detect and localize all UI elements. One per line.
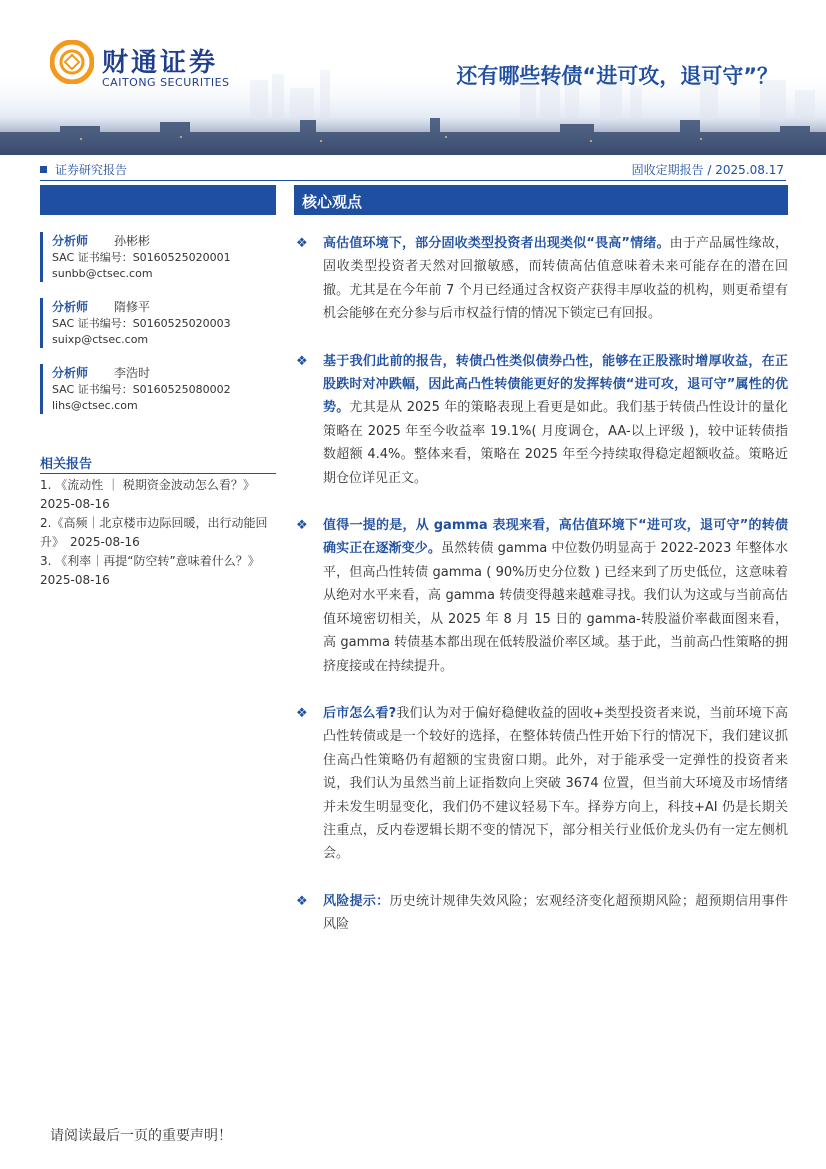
analyst-email[interactable]: lihs@ctsec.com (52, 399, 138, 412)
related-report-link[interactable]: 3. 《利率｜再提“防空转”意味着什么？》 (40, 554, 260, 568)
core-view-title: 核心观点 (302, 193, 363, 211)
core-view-body (296, 232, 788, 961)
square-bullet-icon (40, 166, 47, 173)
viewpoint-text: 我们认为对于偏好稳健收益的固收+类型投资者来说，当前环境下高凸性转债或是一个较好的选择，在整体转债凸性开始下行的情况下，我们建议抓住高凸性策略仍有超额的宝贵窗口期。此外，对于能承受一定弹性的投资者来说，我们认为虽然当前上证指数向上突破 3674 位置，但当前大环境及市场情绪并未发生明显变化，我们仍不建议轻易下车。择券方向上，科技+AI 仍是长期关注重点，反内卷逻辑长期不变的情况下，部分相关行业低价龙头仍有一定左侧机会。 (323, 705, 788, 862)
viewpoint-headline: 后市怎么看? (323, 705, 397, 721)
viewpoint-text: 虽然转债 gamma 中位数仍明显高于 2022-2023 年整体水平，但高凸性转债 gamma ( 90%历史分位数 ) 已经来到了历史低位，这意味着从绝对水平来看，高 gamma 转债变得越来越难寻找。我们认为这或与当前高估值环境密切相关，从 2025 年 8 月 15 日的 gamma-转股溢价率截面图来看，高 gamma 转债基本都出现在低转股溢价率区域。基于此，当前高凸性策略的拥挤度接或在持续提升。 (323, 541, 788, 674)
related-report-link[interactable]: 2.《高频｜北京楼市边际回暖，出行动能回 (40, 516, 268, 530)
analyst-cert: SAC 证书编号：S0160525020001 (52, 251, 231, 264)
core-view-header (294, 185, 788, 215)
logo-text-en: CAITONG SECURITIES (102, 76, 230, 89)
analyst-list (40, 232, 276, 430)
analyst-card (40, 232, 276, 282)
report-type-label: 证券研究报告 (55, 163, 128, 177)
analyst-card (40, 298, 276, 348)
analyst-name: 李浩时 (114, 366, 151, 380)
analyst-email[interactable]: suixp@ctsec.com (52, 333, 149, 346)
related-report-link[interactable]: 升》 2025-08-16 (40, 535, 140, 549)
viewpoint-headline: 基于我们此前的报告，转债凸性类似债券凸性，能够在正股涨时增厚收益，在正股跌时对冲跌幅，因此高凸性转债能更好的发挥转债“进可攻，退可守”属性的优势。 (323, 353, 788, 416)
report-header (0, 0, 826, 155)
viewpoint-headline: 高估值环境下，部分固收类型投资者出现类似“畏高”情绪。 (323, 236, 670, 251)
viewpoint-headline: 值得一提的是，从 gamma 表现来看，高估值环境下“进可攻，退可守”的转债确实正在逐渐变少。 (323, 518, 788, 557)
risk-headline: 风险提示： (323, 893, 390, 909)
report-date: 固收定期报告 / 2025.08.17 (631, 163, 784, 177)
diamond-bullet-icon: ❖ (296, 353, 308, 369)
analyst-cert: SAC 证书编号：S0160525080002 (52, 383, 231, 396)
analyst-name: 隋修平 (114, 300, 151, 314)
analyst-role: 分析师 (52, 366, 89, 380)
risk-text: 历史统计规律失效风险；宏观经济变化超预期风险；超预期信用事件风险 (323, 893, 788, 933)
viewpoint-paragraph (296, 514, 788, 678)
caitong-logo-icon (50, 40, 94, 84)
analyst-role: 分析师 (52, 234, 89, 248)
logo-text-cn: 财通证券 (102, 48, 219, 78)
analyst-cert: SAC 证书编号：S0160525020003 (52, 317, 231, 330)
report-title: 还有哪些转债“进可攻，退可守”？ (456, 64, 778, 88)
related-report-date: 2025-08-16 (40, 573, 110, 587)
viewpoint-paragraph (296, 350, 788, 490)
diamond-bullet-icon: ❖ (296, 236, 308, 251)
analyst-name: 孙彬彬 (114, 234, 151, 248)
viewpoint-paragraph (296, 232, 788, 326)
related-reports-title: 相关报告 (40, 453, 276, 474)
disclaimer-note: 请阅读最后一页的重要声明！ (50, 1128, 232, 1144)
diamond-bullet-icon: ❖ (296, 893, 308, 909)
related-report-link[interactable]: 1. 《流动性 ｜ 税期资金波动怎么看？》 (40, 478, 255, 492)
risk-paragraph (296, 890, 788, 937)
diamond-bullet-icon: ❖ (296, 705, 308, 721)
analyst-card (40, 364, 276, 414)
report-meta-bar (40, 160, 786, 181)
related-reports-list (40, 476, 280, 590)
report-type (40, 161, 127, 178)
diamond-bullet-icon: ❖ (296, 518, 308, 534)
analyst-role: 分析师 (52, 300, 89, 314)
sidebar-header-bar (40, 185, 276, 215)
analyst-email[interactable]: sunbb@ctsec.com (52, 267, 153, 280)
viewpoint-text: 尤其是从 2025 年的策略表现上看更是如此。我们基于转债凸性设计的量化策略在 2025 年至今收益率 19.1%( 月度调仓，AA-以上评级 )，较中证转债指数超额 4.4%。整体来看，策略在 2025 年至今持续取得稳定超额收益。策略近期仓位详见正文。 (323, 400, 788, 486)
viewpoint-paragraph (296, 702, 788, 866)
related-report-date: 2025-08-16 (40, 497, 110, 511)
viewpoint-text: 由于产品属性缘故，固收类型投资者天然对回撤敏感，而转债高估值意味着未来可能存在的潜在回撤。尤其是在今年前 7 个月已经通过含权资产获得丰厚收益的机构，则更希望有机会能够在充分参与后市权益行情的情况下锁定已有回报。 (323, 236, 788, 322)
